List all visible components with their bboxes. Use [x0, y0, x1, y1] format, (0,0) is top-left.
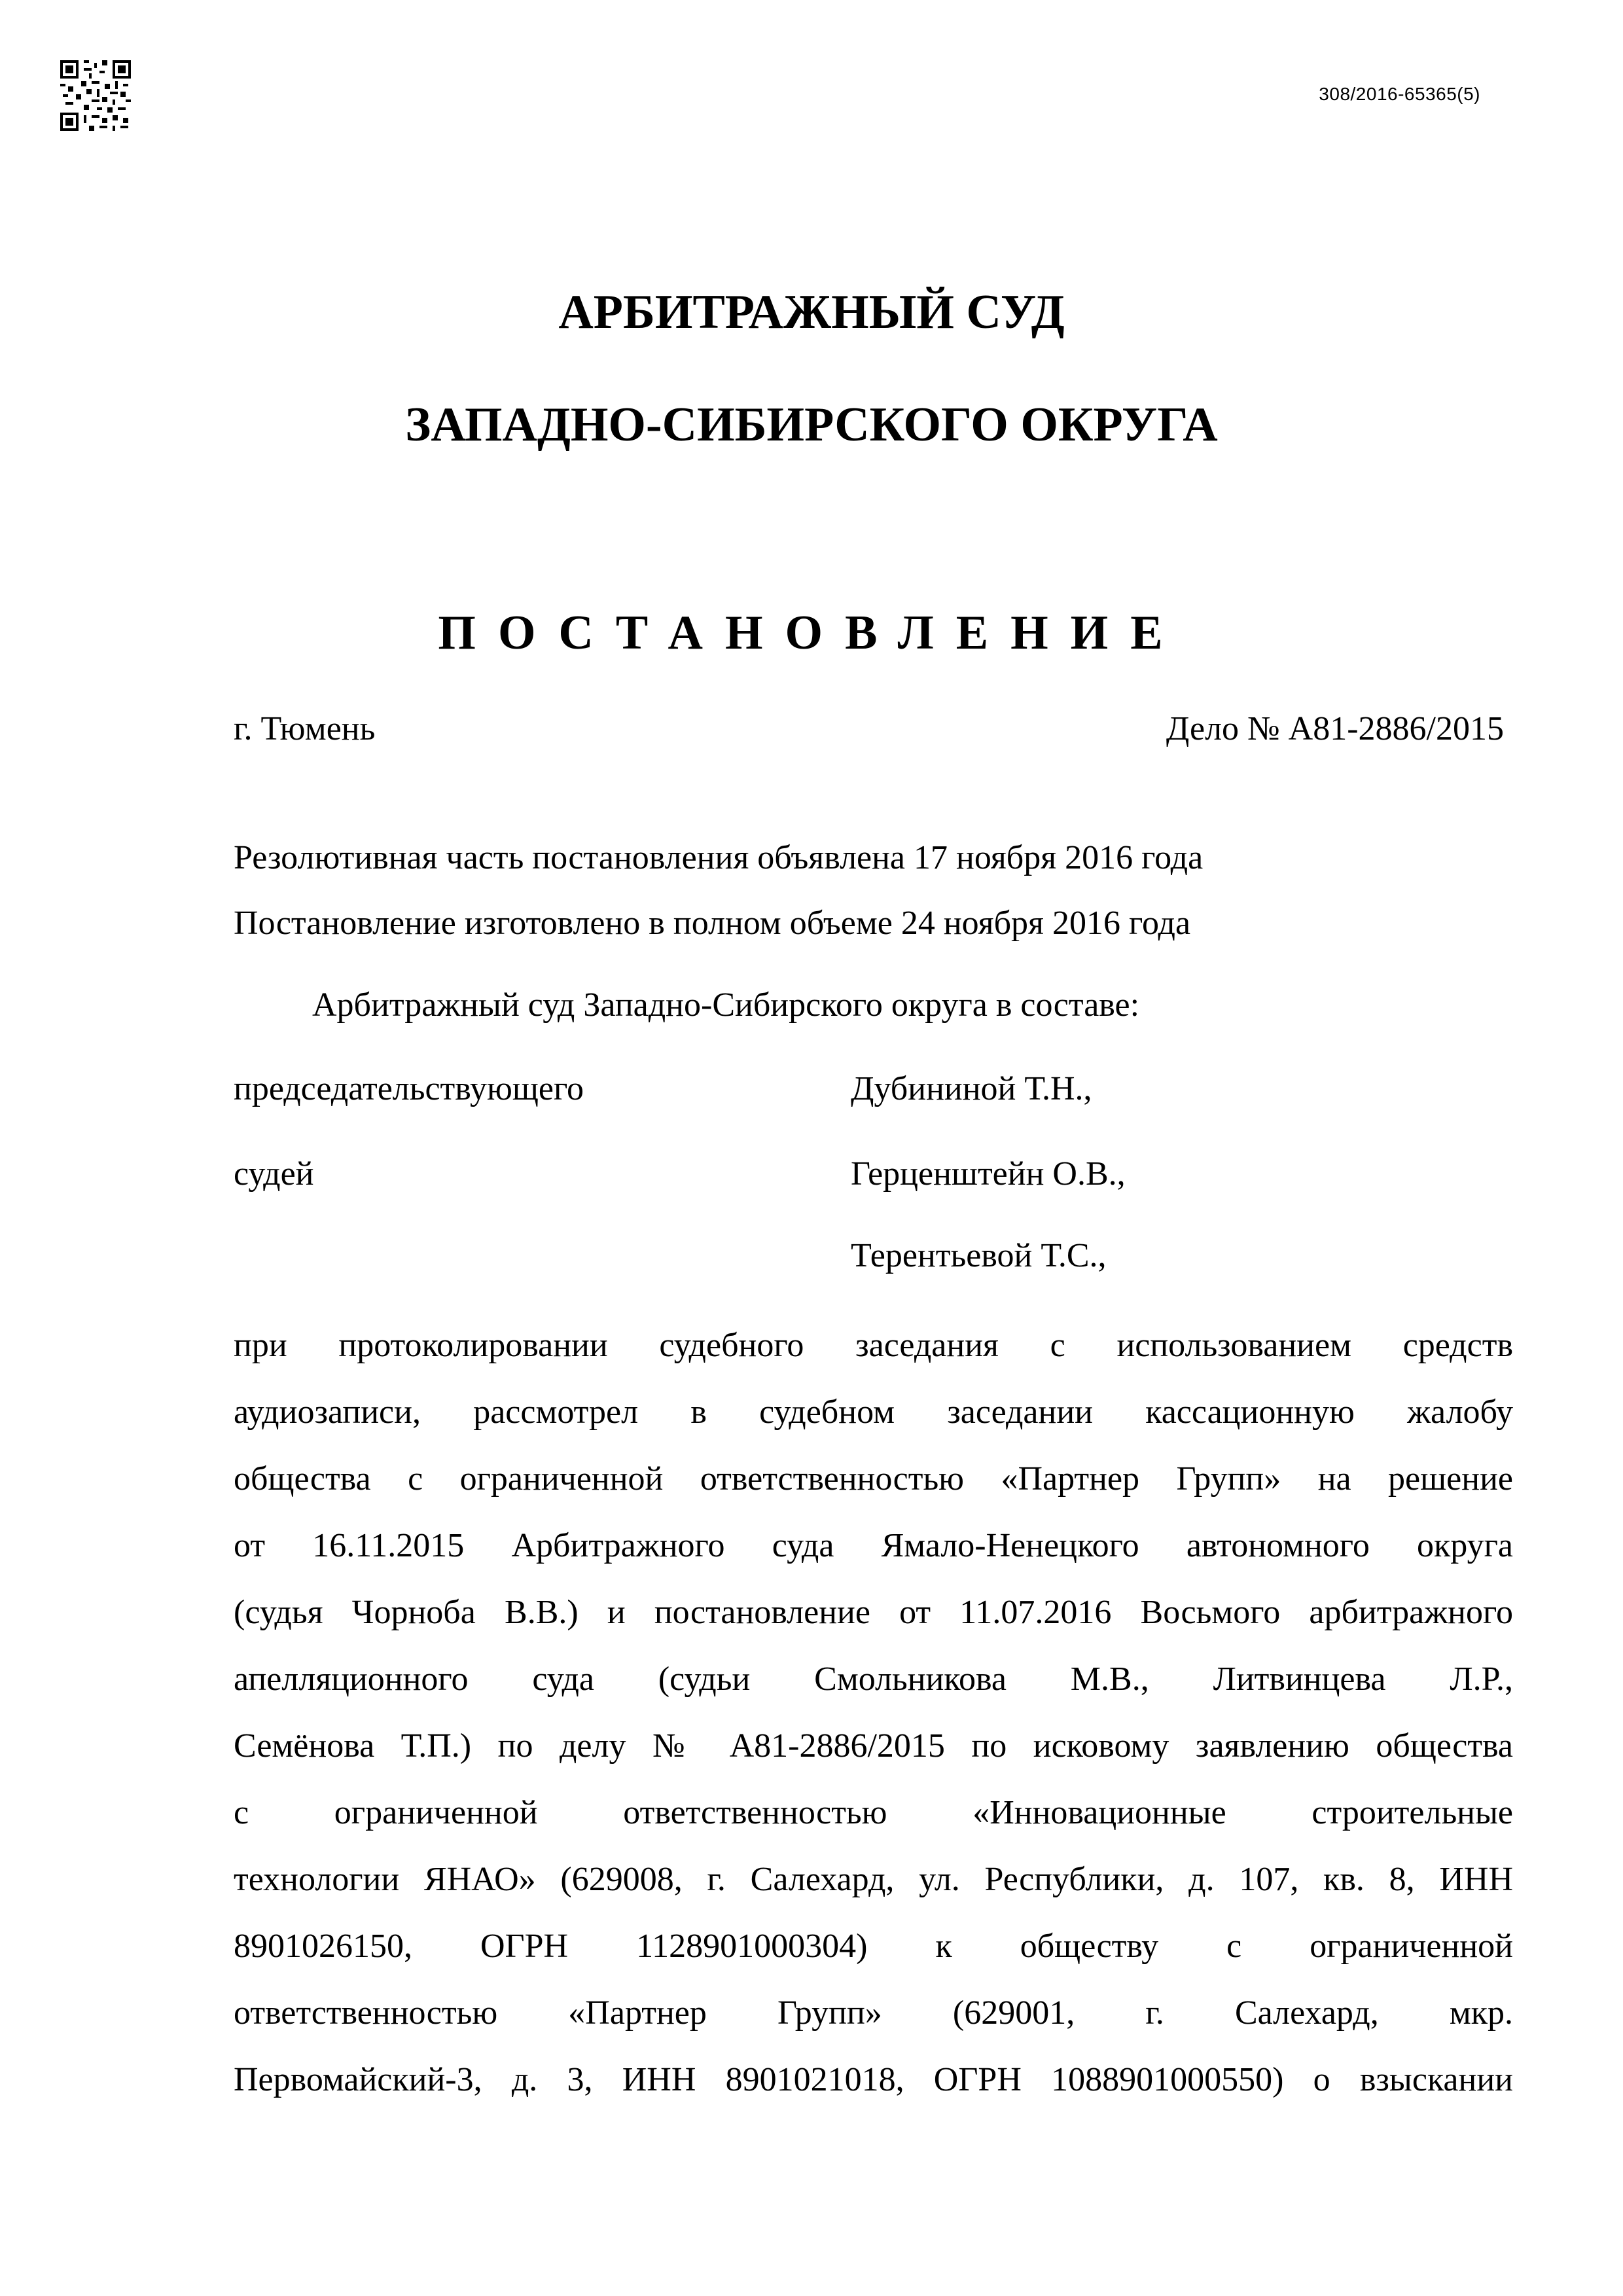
- resolution-announced-date: Резолютивная часть постановления объявлена 17 ноября 2016 года: [234, 839, 1204, 876]
- case-number: Дело № А81-2886/2015: [1166, 710, 1504, 747]
- court-name-line-2: ЗАПАДНО-СИБИРСКОГО ОКРУГА: [405, 398, 1218, 452]
- body-line: при протоколировании судебного заседания с использованием средств: [234, 1327, 1513, 1364]
- qr-code-icon: [60, 60, 131, 131]
- court-name-line-1: АРБИТРАЖНЫЙ СУД: [558, 285, 1065, 339]
- body-line: апелляционного суда (судьи Смольникова М.В., Литвинцева Л.Р.,: [234, 1660, 1513, 1698]
- composition-intro: Арбитражный суд Западно-Сибирского округа в составе:: [312, 986, 1140, 1024]
- case-reference-number: 308/2016-65365(5): [1319, 84, 1480, 104]
- body-line: Семёнова Т.П.) по делу № А81-2886/2015 по исковому заявлению общества: [234, 1727, 1513, 1765]
- body-line: аудиозаписи, рассмотрел в судебном заседании кассационную жалобу: [234, 1393, 1513, 1431]
- document-type-title: ПОСТАНОВЛЕНИЕ: [438, 606, 1185, 660]
- full-text-made-date: Постановление изготовлено в полном объеме 24 ноября 2016 года: [234, 905, 1191, 942]
- body-paragraph: [234, 1312, 1513, 2113]
- presiding-name: Дубининой Т.Н.,: [851, 1070, 1092, 1107]
- body-line: (судья Чорноба В.В.) и постановление от 11.07.2016 Восьмого арбитражного: [234, 1594, 1513, 1631]
- judge-name-2: Терентьевой Т.С.,: [851, 1237, 1107, 1274]
- body-line: общества с ограниченной ответственностью «Партнер Групп» на решение: [234, 1460, 1513, 1498]
- presiding-label: председательствующего: [234, 1070, 584, 1107]
- body-line: Первомайский-3, д. 3, ИНН 8901021018, ОГРН 1088901000550) о взыскании: [234, 2061, 1513, 2098]
- body-line: ответственностью «Партнер Групп» (629001, г. Салехард, мкр.: [234, 1994, 1513, 2032]
- judge-name-1: Герценштейн О.В.,: [851, 1155, 1126, 1193]
- body-line: технологии ЯНАО» (629008, г. Салехард, ул. Республики, д. 107, кв. 8, ИНН: [234, 1861, 1513, 1898]
- body-line: с ограниченной ответственностью «Инновационные строительные: [234, 1794, 1513, 1831]
- place: г. Тюмень: [234, 710, 376, 747]
- body-line: от 16.11.2015 Арбитражного суда Ямало-Ненецкого автономного округа: [234, 1527, 1513, 1564]
- body-line: 8901026150, ОГРН 1128901000304) к обществу с ограниченной: [234, 1928, 1513, 1965]
- judges-label: судей: [234, 1155, 314, 1193]
